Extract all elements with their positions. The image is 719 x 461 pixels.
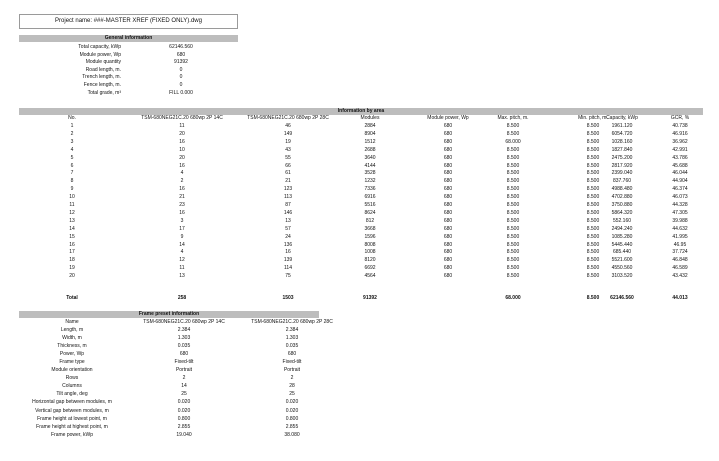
table-cell: 8.500	[506, 249, 520, 256]
table-cell: 8.500	[586, 154, 600, 161]
table-cell: Frame power, kWp	[51, 431, 93, 438]
table-cell: 44.632	[672, 225, 688, 232]
table-cell: 8.500	[586, 162, 600, 169]
table-cell: 8.500	[586, 217, 600, 224]
table-row	[0, 407, 719, 415]
table-row	[0, 248, 719, 256]
table-cell: 4564	[364, 273, 376, 280]
table-cell: 3528	[364, 170, 376, 177]
table-cell: Frame height at lowest point, m	[37, 415, 107, 422]
table-cell: 2817.920	[611, 162, 633, 169]
table-cell: 0.800	[177, 415, 191, 422]
total-cell: 1503	[282, 295, 294, 301]
table-cell: 8.500	[506, 225, 520, 232]
table-cell: 55	[285, 154, 291, 161]
table-cell: 8.500	[586, 241, 600, 248]
table-cell: 5864.320	[611, 209, 633, 216]
table-cell: Fixed-tilt	[174, 359, 194, 366]
table-cell: 8.500	[586, 178, 600, 185]
table-cell: 66	[285, 162, 291, 169]
table-cell: 1596	[364, 233, 376, 240]
table-cell: 6054.720	[611, 130, 633, 137]
table-cell: 21	[285, 178, 291, 185]
table-row	[0, 154, 719, 162]
table-cell: 123	[283, 186, 293, 193]
table-cell: Horizontal gap between modules, m	[32, 399, 112, 406]
table-cell: Length, m	[60, 327, 84, 333]
table-cell: 3668	[364, 225, 376, 232]
table-cell: 11	[179, 123, 185, 129]
table-cell: 8624	[364, 209, 376, 216]
table-cell: 8.500	[506, 273, 520, 280]
table-cell: 87	[285, 202, 291, 208]
table-cell: 113	[284, 194, 292, 201]
table-cell: 680	[443, 178, 453, 185]
table-cell: 42.991	[672, 146, 688, 153]
table-cell: 4	[180, 170, 184, 177]
table-cell: Frame type	[59, 359, 85, 366]
table-cell: 19.040	[176, 431, 192, 438]
table-row	[0, 398, 719, 406]
table-cell: 1.303	[285, 335, 299, 342]
table-cell: 2494.240	[611, 225, 633, 232]
table-cell: 680	[443, 265, 453, 272]
table-cell: 4	[70, 146, 74, 153]
table-cell: 8120	[364, 257, 376, 264]
general-info-header: General information	[19, 35, 238, 42]
frame-column-header: TSM-680NEG21C.20 680wp 2P 28C	[251, 319, 333, 325]
general-info-key: Total grade, m³	[87, 89, 121, 96]
table-cell: 28	[289, 383, 295, 390]
table-cell: 4550.560	[611, 265, 633, 272]
table-cell: 8.500	[586, 186, 600, 193]
table-cell: 24	[285, 233, 291, 240]
table-cell: 2	[180, 178, 184, 185]
table-cell: 8904	[364, 130, 376, 137]
table-cell: 47.305	[672, 209, 688, 216]
table-row	[0, 201, 719, 209]
table-cell: 0.035	[177, 343, 191, 350]
area-column-header: TSM-680NEG21C.20 680wp 2P 28C	[247, 115, 329, 121]
table-row	[0, 415, 719, 423]
table-cell: 5445.440	[611, 241, 633, 248]
table-cell: 13	[285, 217, 291, 224]
table-cell: 12	[69, 209, 75, 216]
table-cell: Columns	[62, 383, 82, 390]
general-info-key: Trench length, m.	[82, 74, 121, 81]
area-header-row	[0, 114, 719, 122]
table-cell: 680	[443, 217, 453, 224]
area-column-header: TSM-680NEG21C.20 680wp 2P 14C	[141, 115, 223, 121]
table-row	[0, 334, 719, 342]
general-info-value: 0	[179, 66, 183, 73]
table-cell: 3	[70, 138, 74, 145]
table-cell: 8.500	[506, 154, 520, 161]
table-cell: 40.738	[672, 123, 688, 129]
table-cell: 5521.600	[611, 257, 633, 264]
table-cell: 2.384	[285, 327, 299, 333]
table-cell: 1232	[364, 178, 376, 185]
table-cell: 8.500	[506, 170, 520, 177]
table-cell: 17	[69, 249, 75, 256]
table-cell: 680	[443, 209, 453, 216]
table-cell: 25	[289, 391, 295, 398]
table-row	[0, 272, 719, 280]
table-cell: 46	[285, 123, 291, 129]
table-cell: 2884	[364, 123, 376, 129]
table-cell: 46.044	[672, 170, 688, 177]
frame-column-header: TSM-680NEG21C.20 680wp 2P 14C	[143, 319, 225, 325]
table-cell: 46.95	[673, 241, 687, 248]
table-cell: Portrait	[175, 367, 193, 374]
table-cell: Tilt angle, deg	[56, 391, 88, 398]
table-cell: 19	[285, 138, 291, 145]
table-cell: 2.384	[177, 327, 191, 333]
table-cell: 1827.840	[611, 146, 633, 153]
table-cell: 21	[179, 194, 185, 201]
table-cell: 146	[283, 209, 293, 216]
table-cell: 8.500	[506, 257, 520, 264]
table-cell: 3103.520	[611, 273, 633, 280]
table-cell: 1085.280	[611, 233, 633, 240]
table-cell: 16	[179, 138, 185, 145]
table-cell: 15	[69, 233, 75, 240]
table-cell: Vertical gap between modules, m	[35, 407, 109, 414]
table-cell: 8.500	[506, 265, 520, 272]
table-cell: Fixed-tilt	[282, 359, 302, 366]
table-cell: 19	[69, 265, 75, 272]
table-cell: 0.020	[177, 399, 191, 406]
table-cell: 9	[70, 186, 74, 193]
table-row	[0, 209, 719, 217]
table-cell: 2475.200	[611, 154, 633, 161]
general-info-value: 91392	[174, 59, 188, 66]
table-cell: 11	[179, 265, 185, 272]
table-cell: 13	[179, 273, 185, 280]
table-cell: 0.020	[177, 407, 191, 414]
table-cell: 44.904	[672, 178, 688, 185]
table-cell: 68.000	[505, 138, 521, 145]
table-cell: 8.500	[586, 123, 600, 129]
table-cell: 16	[179, 162, 185, 169]
table-row	[0, 326, 719, 334]
table-cell: 43.786	[672, 154, 688, 161]
frame-header-row	[0, 318, 719, 326]
area-column-header: No.	[68, 115, 76, 121]
table-cell: 13	[69, 217, 75, 224]
table-cell: 8.500	[506, 178, 520, 185]
table-cell: 12	[179, 257, 185, 264]
table-cell: 8.500	[506, 209, 520, 216]
general-info-value: 680	[176, 51, 186, 58]
table-cell: 1008	[364, 249, 376, 256]
area-column-header: Module power, Wp	[427, 115, 469, 121]
table-cell: 8.500	[586, 202, 600, 208]
general-info-value: 62146.560	[169, 44, 193, 50]
table-cell: 11	[69, 202, 75, 208]
table-cell: 7	[70, 170, 74, 177]
table-cell: 3	[180, 217, 184, 224]
table-cell: 61	[285, 170, 291, 177]
table-cell: 8.500	[506, 146, 520, 153]
table-cell: 5	[70, 154, 74, 161]
total-cell: 44.013	[672, 295, 688, 301]
table-cell: 10	[69, 194, 75, 201]
table-cell: 5516	[364, 202, 376, 208]
total-cell: 91392	[363, 295, 377, 301]
table-cell: Width, m	[62, 335, 82, 342]
table-row	[0, 122, 719, 130]
table-cell: 8.500	[506, 241, 520, 248]
table-row	[0, 342, 719, 350]
table-row	[0, 358, 719, 366]
table-cell: 7336	[364, 186, 376, 193]
table-cell: 18	[69, 257, 75, 264]
table-cell: 9	[180, 233, 184, 240]
table-row	[0, 130, 719, 138]
frame-info-header: Frame preset information	[19, 311, 319, 318]
table-cell: 685.440	[612, 249, 632, 256]
table-cell: Power, Wp	[59, 351, 85, 358]
table-cell: 4988.480	[611, 186, 633, 193]
table-cell: 8.500	[586, 265, 600, 272]
table-row	[0, 225, 719, 233]
table-cell: 2	[182, 375, 186, 382]
table-cell: 1	[70, 123, 74, 129]
table-cell: 136	[283, 241, 293, 248]
table-cell: 837.760	[612, 178, 632, 185]
table-cell: 75	[285, 273, 291, 280]
general-info-value: 0	[179, 74, 183, 81]
area-column-header: Modules	[360, 115, 380, 121]
table-cell: 680	[443, 202, 453, 208]
table-cell: 8.500	[506, 202, 520, 208]
table-cell: 16	[179, 186, 185, 193]
table-row	[0, 264, 719, 272]
table-cell: 680	[443, 273, 453, 280]
table-cell: 680	[443, 146, 453, 153]
table-row	[0, 374, 719, 382]
table-cell: 8	[70, 178, 74, 185]
table-cell: 2688	[364, 146, 376, 153]
table-cell: 680	[443, 162, 453, 169]
area-info-header: Information by area	[19, 108, 703, 115]
table-cell: 1.303	[177, 335, 191, 342]
table-cell: 16	[179, 209, 185, 216]
table-cell: 0.035	[285, 343, 299, 350]
table-cell: 8.500	[506, 130, 520, 137]
table-cell: 36.962	[672, 138, 688, 145]
table-cell: 14	[181, 383, 187, 390]
table-row	[0, 138, 719, 146]
table-cell: 17	[179, 225, 185, 232]
table-cell: 8.500	[586, 233, 600, 240]
table-cell: 6692	[364, 265, 376, 272]
table-cell: 680	[443, 241, 453, 248]
table-cell: 4702.880	[611, 194, 633, 201]
table-cell: 680	[443, 233, 453, 240]
table-cell: 8.500	[506, 217, 520, 224]
table-cell: 2	[290, 375, 294, 382]
table-cell: 46.916	[672, 130, 688, 137]
table-cell: 680	[443, 123, 453, 129]
general-info-key: Total capacity, kWp	[78, 44, 121, 50]
table-cell: 0.800	[285, 415, 299, 422]
table-cell: 552.160	[612, 217, 632, 224]
table-cell: 6	[70, 162, 74, 169]
table-cell: 2399.040	[611, 170, 633, 177]
table-cell: 8.500	[506, 162, 520, 169]
table-row	[0, 217, 719, 225]
general-info-key: Fence length, m.	[83, 82, 121, 88]
table-cell: 8.500	[506, 186, 520, 193]
table-cell: 8.500	[506, 194, 520, 201]
table-cell: Module orientation	[51, 367, 93, 374]
general-info-row	[0, 89, 719, 97]
area-column-header: Capacity, kWp	[606, 115, 638, 121]
table-cell: Frame height at highest point, m	[36, 423, 108, 430]
table-cell: 1961.120	[611, 123, 633, 129]
general-info-key: Road length, m.	[85, 66, 121, 73]
table-cell: 57	[285, 225, 291, 232]
table-row	[0, 431, 719, 439]
table-cell: 680	[443, 249, 453, 256]
table-cell: 0.020	[285, 407, 299, 414]
table-cell: 8.500	[586, 249, 600, 256]
table-cell: 43.432	[672, 273, 688, 280]
table-cell: 8008	[364, 241, 376, 248]
table-cell: 20	[179, 154, 185, 161]
table-cell: 20	[179, 130, 185, 137]
table-row	[0, 146, 719, 154]
general-info-value: 0	[179, 82, 183, 88]
table-cell: 45.688	[672, 162, 688, 169]
table-cell: 680	[443, 130, 453, 137]
table-cell: 8.500	[586, 130, 600, 137]
table-cell: 680	[443, 170, 453, 177]
table-cell: 114	[284, 265, 292, 272]
table-cell: 680	[443, 225, 453, 232]
table-cell: 1512	[364, 138, 376, 145]
table-row	[0, 390, 719, 398]
table-cell: 680	[443, 154, 453, 161]
table-cell: 1028.160	[611, 138, 633, 145]
table-cell: 2.855	[285, 423, 299, 430]
table-row	[0, 233, 719, 241]
total-cell: 8.500	[586, 295, 600, 301]
table-cell: 16	[69, 241, 75, 248]
total-row	[0, 294, 719, 302]
table-cell: 8.500	[586, 146, 600, 153]
table-cell: 2	[70, 130, 74, 137]
table-cell: 6916	[364, 194, 376, 201]
table-cell: 20	[69, 273, 75, 280]
table-cell: 8.500	[506, 123, 520, 129]
total-cell: 258	[177, 295, 187, 301]
table-cell: 680	[179, 351, 189, 358]
table-cell: Rows	[65, 375, 79, 382]
general-info-key: Module quantity	[85, 59, 121, 66]
table-cell: 46.073	[672, 194, 688, 201]
table-cell: 8.500	[586, 138, 600, 145]
total-cell: Total	[66, 295, 78, 301]
table-cell: 3750.880	[611, 202, 633, 208]
table-cell: 8.500	[586, 209, 600, 216]
table-row	[0, 169, 719, 177]
table-row	[0, 193, 719, 201]
table-cell: 41.995	[672, 233, 688, 240]
table-cell: 680	[443, 138, 453, 145]
general-info-key: Module power, Wp	[79, 51, 121, 58]
table-cell: 680	[443, 194, 453, 201]
table-cell: 43	[285, 146, 291, 153]
frame-column-header: Name	[65, 319, 79, 325]
table-cell: 44.328	[672, 202, 688, 208]
table-cell: 39.988	[672, 217, 688, 224]
table-cell: 4144	[364, 162, 376, 169]
table-cell: 812	[365, 217, 375, 224]
table-cell: 46.589	[672, 265, 688, 272]
table-cell: 680	[287, 351, 297, 358]
table-cell: 8.500	[586, 194, 600, 201]
table-row	[0, 382, 719, 390]
table-cell: 25	[181, 391, 187, 398]
table-cell: 149	[283, 130, 293, 137]
area-column-header: Min. pitch, m.	[578, 115, 608, 121]
table-cell: 8.500	[586, 170, 600, 177]
table-cell: 46.374	[672, 186, 688, 193]
total-cell: 68.000	[505, 295, 521, 301]
table-cell: 0.020	[285, 399, 299, 406]
table-cell: 14	[69, 225, 75, 232]
project-name: Project name: ###-MASTER XREF (FIXED ONLY).dwg	[19, 14, 238, 29]
table-cell: 139	[283, 257, 293, 264]
table-cell: 23	[179, 202, 185, 208]
table-cell: 8.500	[586, 225, 600, 232]
table-cell: 8.500	[586, 273, 600, 280]
table-cell: Thickness, m	[57, 343, 87, 350]
table-cell: 4	[180, 249, 184, 256]
table-row	[0, 350, 719, 358]
general-info-value: FILL 0.000	[169, 89, 193, 96]
table-cell: 46.848	[672, 257, 688, 264]
area-column-header: Max. pitch, m.	[497, 115, 529, 121]
table-cell: Portrait	[283, 367, 301, 374]
total-cell: 62146.560	[610, 295, 634, 301]
table-cell: 8.500	[506, 233, 520, 240]
table-row	[0, 423, 719, 431]
table-row	[0, 366, 719, 374]
table-row	[0, 185, 719, 193]
table-cell: 2.855	[177, 423, 191, 430]
table-cell: 8.500	[586, 257, 600, 264]
table-cell: 680	[443, 257, 453, 264]
table-row	[0, 162, 719, 170]
table-cell: 14	[179, 241, 185, 248]
table-row	[0, 177, 719, 185]
table-cell: 37.724	[672, 249, 688, 256]
table-cell: 16	[285, 249, 291, 256]
area-column-header: GCR, %	[670, 115, 690, 121]
table-row	[0, 256, 719, 264]
table-cell: 3640	[364, 154, 376, 161]
table-cell: 10	[179, 146, 185, 153]
table-cell: 680	[443, 186, 453, 193]
table-cell: 38.080	[284, 431, 300, 438]
table-row	[0, 241, 719, 249]
